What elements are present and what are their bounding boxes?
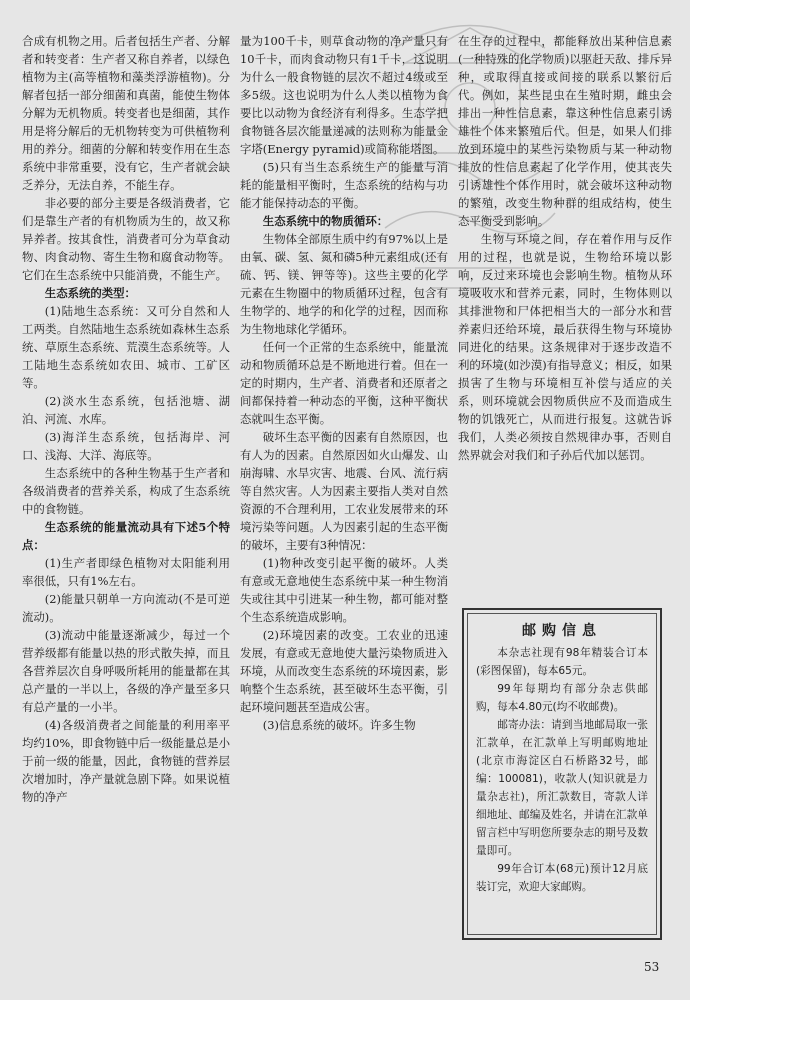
body-paragraph: (5)只有当生态系统生产的能量与消耗的能量相平衡时，生态系统的结构与功能才能保持动态的平衡。 (240, 160, 448, 210)
mail-order-paragraph: 本杂志社现有98年精装合订本(彩图保留)，每本65元。 (476, 647, 648, 677)
body-paragraph: (2)环境因素的改变。工农业的迅速发展，有意或无意地使大量污染物质进入环境，从而改变生态系统的环境因素，影响整个生态系统，甚至破坏生态平衡，引起环境问题甚至造成公害。 (240, 628, 448, 714)
mail-order-inner (467, 613, 657, 935)
body-paragraph: (1)物种改变引起平衡的破坏。人类有意或无意地使生态系统中某一种生物消失或往其中引进某一种生物，都可能对整个生态系统造成影响。 (240, 556, 448, 624)
mail-order-box (462, 608, 662, 940)
body-paragraph: (4)各级消费者之间能量的利用率平均约10%，即食物链中后一级能量总是小于前一级的能量，因此，食物链的营养层次增加时，净产量就急剧下降。如果说植物的净产 (22, 718, 230, 804)
body-paragraph: 量为100千卡，则草食动物的净产量只有10千卡，而肉食动物只有1千卡，这说明为什么一般食物链的层次不超过4级或至多5级。这也说明为什么人类以植物为食要比以动物为食经济有利得多。生态学把食物链各层次能量递减的法则称为能量金字塔(Energy pyramid)或简称能塔图。 (240, 34, 448, 156)
body-paragraph: 生态系统中的各种生物基于生产者和各级消费者的营养关系，构成了生态系统中的食物链。 (22, 466, 230, 516)
body-paragraph: (1)陆地生态系统：又可分自然和人工两类。自然陆地生态系统如森林生态系统、草原生态系统、荒漠生态系统等。人工陆地生态系统如农田、城市、工矿区等。 (22, 304, 230, 390)
page-number: 53 (644, 960, 660, 974)
body-paragraph: (2)淡水生态系统，包括池塘、湖泊、河流、水库。 (22, 394, 230, 426)
body-paragraph: 在生存的过程中，都能释放出某种信息素(一种特殊的化学物质)以驱赶天敌、排斥异种，或取得直接或间接的联系以繁衍后代。例如，某些昆虫在生殖时期，雌虫会排出一种性信息素，靠这种性信息素引诱雄性个体来繁殖后代。但是，如果人们排放到环境中的某些污染物质与某一种动物排放的性信息素起了化学作用，使其丧失引诱雄性个体作用时，就会破坏这种动物的繁殖，改变生物种群的组成结构，使生态平衡受到影响。 (458, 34, 672, 228)
section-heading: 生态系统的类型： (44, 286, 136, 300)
mail-order-paragraph: 99年合订本(68元)预计12月底装订完，欢迎大家邮购。 (476, 863, 648, 893)
body-paragraph: (2)能量只朝单一方向流动(不是可逆流动)。 (22, 592, 230, 624)
body-paragraph: (3)信息系统的破坏。许多生物 (262, 718, 416, 732)
mail-order-paragraph: 99年每期均有部分杂志供邮购，每本4.80元(均不收邮费)。 (476, 683, 648, 713)
body-paragraph: 合成有机物之用。后者包括生产者、分解者和转变者：生产者又称自养者，以绿色植物为主(高等植物和藻类浮游植物)。分解者包括一部分细菌和真菌，能使生物体分解为无机物质。转变者也是细菌，其作用是将分解后的无机物转变为可供植物利用的养分。细菌的分解和转变作用在生态系统中非常重要，没有它，生产者就会缺乏养分，无法自养，不能生存。 (22, 34, 230, 192)
body-paragraph: 任何一个正常的生态系统中，能量流动和物质循环总是不断地进行着。但在一定的时期内，生产者、消费者和还原者之间都保持着一种动态的平衡，这种平衡状态就叫生态平衡。 (240, 340, 448, 426)
body-paragraph: (3)流动中能量逐渐减少，每过一个营养级都有能量以热的形式散失掉，而且各营养层次自身呼吸所耗用的能量都在其总产量的一半以上，各级的净产量至多只有总产量的一小半。 (22, 628, 230, 714)
column-middle (240, 32, 448, 734)
column-left (22, 32, 230, 806)
mail-order-paragraph: 邮寄办法：请到当地邮局取一张汇款单，在汇款单上写明邮购地址(北京市海淀区白石桥路32号，邮编：100081)，收款人(知识就是力量杂志社)，所汇款数目，寄款人详细地址、邮编及姓名，并请在汇款单留言栏中写明您所要杂志的期号及数量即可。 (476, 719, 648, 857)
section-heading: 生态系统中的物质循环： (262, 214, 389, 228)
section-heading: 生态系统的能量流动具有下述5个特点： (22, 520, 230, 552)
body-paragraph: 生物体全部原生质中约有97%以上是由氧、碳、氢、氮和磷5种元素组成(还有硫、钙、镁、钾等等)。这些主要的化学元素在生物圈中的物质循环过程，包含有生物学的、地学的和化学的过程，因而称为生物地球化学循环。 (240, 232, 448, 336)
body-paragraph: 破坏生态平衡的因素有自然原因，也有人为的因素。自然原因如火山爆发、山崩海啸、水旱灾害、地震、台风、流行病等自然灾害。人为因素主要指人类对自然资源的不合理利用，工农业发展带来的环境污染等问题。人为因素引起的生态平衡的破坏，主要有3种情况： (240, 430, 448, 552)
body-paragraph: 非必要的部分主要是各级消费者，它们是靠生产者的有机物质为生的，故又称异养者。按其食性，消费者可分为草食动物、肉食动物、寄生生物和腐食动物等。它们在生态系统中只能消费，不能生产。 (22, 196, 230, 282)
body-paragraph: (1)生产者即绿色植物对太阳能利用率很低，只有1%左右。 (22, 556, 230, 588)
mail-order-title: 邮购信息 (522, 623, 602, 639)
body-paragraph: 生物与环境之间，存在着作用与反作用的过程，也就是说，生物给环境以影响，反过来环境也会影响生物。植物从环境吸收水和营养元素，同时，生物体则以其排泄物和尸体把相当大的一部分水和营养素归还给环境，最后获得生物与环境协同进化的结果。这条规律对于逐步改造不利的环境(如沙漠)有指导意义；相反，如果损害了生物与环境相互补偿与适应的关系，则环境就会因物质供应不及而造成生物的饥饿死亡，从而进行报复。这就告诉我们，人类必须按自然规律办事，否则自然界就会对我们和子孙后代加以惩罚。 (458, 232, 672, 462)
body-paragraph: (3)海洋生态系统，包括海岸、河口、浅海、大洋、海底等。 (22, 430, 230, 462)
column-right (458, 32, 672, 464)
